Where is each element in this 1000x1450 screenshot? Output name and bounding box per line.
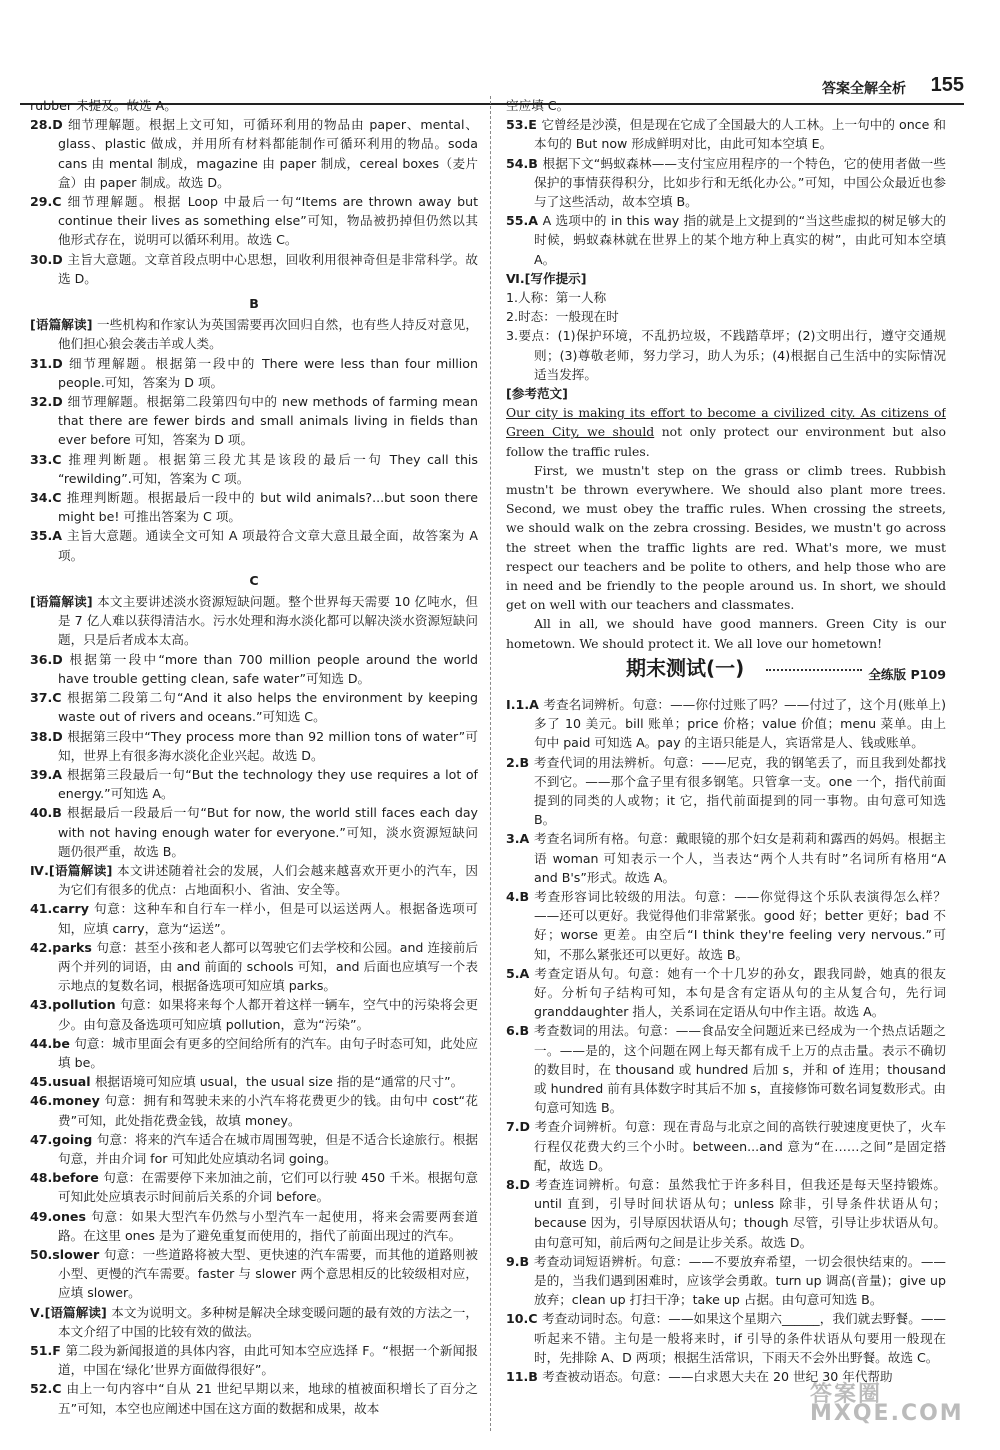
answer-number: 33.C <box>30 451 69 467</box>
answer-number: 44.be <box>30 1035 75 1051</box>
answer-text: 考查名词所有格。句意：戴眼镜的那个妇女是莉莉和露西的妈妈。根据主语 woman 可知表示一个人，当表达“两个人共有时”名词所有格用“A and B's”形式。故选 A。 <box>533 831 946 885</box>
answer-text: 2.时态：一般现在时 <box>506 309 619 325</box>
answer-text: 细节理解题。根据第二段第四句中的 new methods of farming mean that there are fewer birds and small animals living in fields than ever before 可知，答案为 D 项。 <box>58 394 478 448</box>
answer-number: [语篇解读] <box>30 317 97 333</box>
answer-text: 句意：一些道路将被大型、更快速的汽车需要，而其他的道路则被小型、更慢的汽车需要。faster 与 slower 两个意思相反的比较级相对应，应填 slower。 <box>58 1246 478 1301</box>
answer-number: 10.C <box>506 1311 542 1327</box>
answer-item <box>506 1175 946 1252</box>
answer-number: 2.B <box>506 754 534 770</box>
answer-text: 考查被动语态。句意：——白求恩大夫在 20 世纪 30 年代帮助 <box>542 1369 893 1384</box>
answer-number: 29.C <box>30 194 68 210</box>
answer-text: 句意：城市里面会有更多的空间给所有的汽车。由句子时态可知，此处应填 be。 <box>58 1035 478 1070</box>
answer-item <box>30 96 478 115</box>
answer-number: 36.D <box>30 651 70 667</box>
answer-item <box>30 1379 478 1417</box>
answer-number: 7.D <box>506 1119 535 1135</box>
answer-item <box>30 938 478 996</box>
answer-text: 本文讲述随着社会的发展，人们会越来越喜欢开更小的汽车，因为它们有很多的优点：占地面积小、省油、安全等。 <box>58 862 478 898</box>
answer-item <box>30 1034 478 1072</box>
right-column <box>506 96 946 1436</box>
answer-number: 54.B <box>506 155 543 171</box>
answer-number: 5.A <box>506 965 535 981</box>
answer-item <box>30 1341 478 1379</box>
answer-item <box>506 695 946 753</box>
answer-number: 31.D <box>30 355 69 371</box>
answer-number: 47.going <box>30 1131 97 1147</box>
answer-text: rubber 未提及。故选 A。 <box>30 98 177 113</box>
answer-item <box>30 1207 478 1245</box>
answer-text: 考查形容词比较级的用法。句意：——你觉得这个乐队表演得怎么样？——还可以更好。我觉得他们非常紧张。good 好；better 更好；bad 不好；worse 更差。由空后“I think they're feeling very nervous.”可知，不那么紧张还可以更好。故选 B。 <box>534 888 946 962</box>
answer-item <box>506 384 946 403</box>
answer-number: 30.D <box>30 251 68 267</box>
answer-item <box>30 688 478 726</box>
answer-number: 9.B <box>506 1253 534 1269</box>
answer-text: A 选项中的 in this way 指的就是上文提到的“当这些虚拟的树足够大的时候，蚂蚁森林就在世界上的某个地方种上真实的树”，由此可知本空填 A。 <box>534 213 946 267</box>
answer-item <box>30 526 478 564</box>
watermark-logo: 答案圈 MXQE.COM <box>810 1382 964 1427</box>
answer-text: 主旨大意题。文章首段点明中心思想，回收利用很神奇但是非常科学。故选 D。 <box>58 251 478 286</box>
answer-text: 空应填 C。 <box>506 98 570 113</box>
header-title: 答案全解全析 <box>822 81 906 97</box>
answer-text: 考查动词时态。句意：——如果这个星期六______，我们就去野餐。——听起来不错。主句是一般将来时，if 引导的条件状语从句要用一般现在时，先排除 A、D 两项；根据生活常识，下雨天不会外出野餐。故选 C。 <box>534 1311 946 1365</box>
answer-item <box>30 1130 478 1168</box>
answer-number: 53.E <box>506 117 542 133</box>
essay-paragraph-3: All in all, we should have good manners. Green City is our hometown. We should protect it. We all love our hometown! <box>506 616 946 651</box>
essay-p1-rest: not only protect our environment but also follow the traffic rules. <box>506 424 946 459</box>
answer-text: 句意：将来的汽车适合在城市周围驾驶，但是不适合长途旅行。根据句意，并由介词 for 可知此处应填动名词 going。 <box>58 1131 478 1166</box>
essay-paragraph-1 <box>506 403 946 461</box>
answer-number: 42.parks <box>30 939 97 955</box>
answer-number: 50.slower <box>30 1246 104 1262</box>
answer-number: 51.F <box>30 1343 66 1358</box>
answer-number: Ⅳ.[语篇解读] <box>30 862 118 878</box>
answer-item <box>506 307 946 326</box>
section-heading: C <box>249 572 259 588</box>
answer-number: Ⅰ.1.A <box>506 696 544 712</box>
answer-number: 40.B <box>30 805 68 821</box>
answer-text: 句意：在需要停下来加油之前，它们可以行驶 450 千米。根据句意可知此处应填表示时间前后关系的介词 before。 <box>58 1170 478 1205</box>
answer-text: 根据下文“蚂蚁森林——支付宝应用程序的一个特色，它的使用者做一些保护的事情获得积分，比如步行和无纸化办公。”可知，中国公众最近也参与了这些活动，故本空填 B。 <box>534 155 946 210</box>
answer-text: 考查代词的用法辨析。句意：——尼克，我的钢笔丢了，而且我到处都找不到它。——那个盒子里有很多钢笔。只管拿一支。one 一个，指代前面提到的同类的人或物；it 它，指代前面提到的同一事物。由句意可知选 B。 <box>533 754 946 828</box>
answer-number: 46.money <box>30 1093 105 1109</box>
answer-number: 39.A <box>30 766 67 782</box>
answer-text: 句意：甚至小孩和老人都可以驾驶它们去学校和公园。and 连接前后两个并列的词语，由 and 前面的 schools 可知，and 后面也应填写一个表示地点的复数名词，根据备选项可知应填 parks。 <box>58 939 478 994</box>
answer-item <box>30 1245 478 1303</box>
answer-item <box>30 765 478 803</box>
answer-number: 35.A <box>30 528 67 544</box>
answer-item <box>506 326 946 384</box>
answer-number: 3.A <box>506 831 534 847</box>
answer-text: 一些机构和作家认为英国需要再次回归自然，也有些人持反对意见，他们担心狼会袭击羊或人类。 <box>58 317 478 352</box>
answer-item <box>30 861 478 899</box>
answer-text: 根据第二段第二句“And it also helps the environment by keeping waste out of rivers and oceans.”可知选 C。 <box>58 690 478 725</box>
answer-item <box>506 269 946 288</box>
answer-text: 考查名词辨析。句意：——你付过账了吗？——付过了，这个月(账单上)多了 10 美元。bill 账单；price 价格；value 价值；menu 菜单。由上句中 paid 可知选 A。pay 的主语只能是人，宾语常是人、钱或账单。 <box>534 696 946 751</box>
answer-item <box>30 650 478 688</box>
essay-underlined-text: Our city is making its effort to become a civilized city. As citizens of Green City, we should <box>506 405 946 440</box>
answer-text: 根据第三段最后一句“But the technology they use requires a lot of energy.”可知选 A。 <box>58 766 478 802</box>
answer-item <box>506 1117 946 1175</box>
answer-item <box>30 592 478 650</box>
answer-text: 考查定语从句。句意：她有一个十几岁的孙女，跟我同龄，她真的很友好。分析句子结构可知，本句是含有定语从句的主从复合句，先行词 granddaughter 指人，关系词在定语从句中作主语。故选 A。 <box>534 965 946 1020</box>
left-column <box>30 96 478 1436</box>
answer-text: 推理判断题。根据第三段尤其是该段的最后一句 They call this “rewilding”.可知，答案为 C 项。 <box>58 451 478 486</box>
answer-text: 细节理解题。根据第一段中的 There were less than four million people.可知，答案为 D 项。 <box>58 355 478 390</box>
answer-item <box>506 211 946 269</box>
answer-text: 细节理解题。根据上文可知，可循环利用的物品由 paper、mental、glass、plastic 做成，并用所有材料都能制作可循环利用的物品。soda cans 由 mental 制成，magazine 由 paper 制成，cereal boxes（麦片盒）由 paper 制成。故选 D。 <box>58 117 478 190</box>
answer-item <box>30 250 478 288</box>
answer-number: 48.before <box>30 1170 104 1186</box>
answer-text: 句意：如果将来每个人都开着这样一辆车，空气中的污染将会更少。由句意及备选项可知应填 pollution，意为“污染”。 <box>58 997 478 1032</box>
exam-reference: 全练版 P109 <box>868 666 946 682</box>
answer-text: 根据第三段中“They process more than 92 million tons of water”可知，世界上有很多海水淡化企业兴起。故选 D。 <box>58 728 478 763</box>
answer-item <box>30 450 478 488</box>
answer-item <box>506 829 946 887</box>
answer-text: 细节理解题。根据 Loop 中最后一句“Items are thrown away but continue their lives as something else”可知，物品被扔掉但仍然以其他形式存在，说明可以循环利用。故选 C。 <box>58 194 478 248</box>
answer-item <box>30 392 478 450</box>
answer-text: 第二段为新闻报道的具体内容，由此可知本空应选择 F。“根据一个新闻报道，中国在‘绿化’世界方面做得很好”。 <box>58 1343 478 1378</box>
page-number: 155 <box>930 74 964 96</box>
answer-text: 它曾经是沙漠，但是现在它成了全国最大的人工林。上一句中的 once 和本句的 But now 形成鲜明对比，由此可知本空填 E。 <box>534 117 946 152</box>
section-heading: B <box>249 296 259 312</box>
answer-text: 考查连词辨析。句意：虽然我忙于许多科目，但我还是每天坚持锻炼。until 直到，引导时间状语从句；unless 除非，引导条件状语从句；because 因为，引导原因状语从句；though 尽管，引导让步状语从句。由句意可知，前后两句之间是让步关系。故选 D。 <box>534 1176 946 1250</box>
answer-number: [语篇解读] <box>30 594 98 610</box>
answer-item <box>30 1091 478 1129</box>
answer-number: 55.A <box>506 213 543 229</box>
answer-text: 根据第一段中“more than 700 million people around the world have trouble getting clean, safe water”可知选 D。 <box>58 651 478 686</box>
answer-item <box>506 154 946 212</box>
answer-number: 41.carry <box>30 901 94 917</box>
answer-text: 句意：如果大型汽车仍然与小型汽车一起使用，将来会需要两套道路。在这里 ones 是为了避免重复而使用的，指代了前面出现过的汽车。 <box>58 1208 478 1243</box>
answer-text: 主旨大意题。通读全文可知 A 项最符合文章大意且最全面，故答案为 A 项。 <box>58 528 478 563</box>
answer-item <box>30 1168 478 1206</box>
answer-text: 考查数词的用法。句意：——食品安全问题近来已经成为一个热点话题之一。——是的，这个问题在网上每天都有成千上万的点击量。表示不确切的数目时，在 thousand 或 hundred 后加 s，并和 of 连用；thousand 或 hundred 前有具体数字时其后不加 s，直接修饰可数名词复数形式。由句意可知选 B。 <box>533 1023 946 1116</box>
answer-text: 句意：这种车和自行车一样小，但是可以运送两人。根据备选项可知，应填 carry，意为“运送”。 <box>58 901 478 936</box>
answer-item <box>506 1252 946 1310</box>
answer-item <box>506 887 946 964</box>
exam-heading <box>506 655 946 691</box>
answer-number: 6.B <box>506 1023 534 1039</box>
answer-text: 推理判断题。根据最后一段中的 but wild animals?...but soon there might be! 可推出答案为 C 项。 <box>58 490 478 525</box>
answer-item <box>30 1303 478 1341</box>
answer-number: 8.D <box>506 1176 536 1192</box>
answer-text: 考查介词辨析。句意：现在青岛与北京之间的高铁行驶速度更快了，火车行程仅花费大约三个小时。between...and 意为“在……之间”是固定搭配，故选 D。 <box>534 1119 946 1173</box>
answer-item <box>30 995 478 1033</box>
answer-item <box>30 803 478 861</box>
answer-list-top <box>506 96 946 403</box>
answer-number: 37.C <box>30 690 68 706</box>
answer-item <box>30 1072 478 1091</box>
answer-number: 43.pollution <box>30 997 121 1013</box>
answer-item <box>30 899 478 937</box>
answer-text: 由上一句内容中“自从 21 世纪早期以来，地球的植被面积增长了百分之五”可知，本空也应阐述中国在这方面的数据和成果，故本 <box>58 1381 478 1416</box>
answer-text: 3.要点：(1)保护环境，不乱扔垃圾，不践踏草坪；(2)文明出行，遵守交通规则；(3)尊敬老师，努力学习，助人为乐；(4)根据自己生活中的实际情况适当发挥。 <box>506 328 946 382</box>
answer-number: 38.D <box>30 728 68 744</box>
answer-text: 本文为说明文。多种树是解决全球变暖问题的最有效的方法之一，本文介绍了中国的比较有效的做法。 <box>58 1304 478 1339</box>
answer-number: Ⅵ.[写作提示] <box>506 270 587 286</box>
answer-number: 11.B <box>506 1369 543 1384</box>
answer-number: 52.C <box>30 1381 67 1397</box>
answer-number: Ⅴ.[语篇解读] <box>30 1304 112 1320</box>
answer-number: [参考范文] <box>506 386 568 402</box>
answer-item <box>506 96 946 115</box>
answer-number: 28.D <box>30 117 69 133</box>
answer-number: 32.D <box>30 394 68 410</box>
answer-text: 考查动词短语辨析。句意：——不要放弃希望，一切会很快结束的。——是的，当我们遇到困难时，应该学会勇敢。turn up 调高(音量)；give up 放弃；clean up 打扫干净；take up 占据。由句意可知选 B。 <box>533 1253 946 1308</box>
answer-item <box>506 753 946 830</box>
answer-item <box>30 354 478 392</box>
answer-item <box>30 115 478 192</box>
exam-title: 期末测试(一) <box>626 655 745 680</box>
answer-number: 49.ones <box>30 1208 92 1224</box>
answer-number: 4.B <box>506 888 535 904</box>
answer-text: 根据最后一段最后一句“But for now, the world still faces each day with not having enough water for everyone.”可知，淡水资源短缺问题仍很严重，故选 B。 <box>58 805 478 859</box>
answer-text: 根据语境可知应填 usual，the usual size 指的是“通常的尺寸”。 <box>94 1074 464 1090</box>
answer-item <box>506 288 946 307</box>
answer-item <box>30 727 478 765</box>
essay-paragraph-2: First, we mustn't step on the grass or climb trees. Rubbish mustn't be thrown everywhere. We should also plant more trees. Second, we must obey the traffic rules. When crossing the streets, we should walk on the zebra crossing. Besides, we mustn't go across the street when the traffic lights are red. What's more, we must respect our teachers and be polite to others, and help those who are in need and be friendly to the people around us. In short, we should get on well with our teachers and classmates. <box>506 462 946 613</box>
answer-item <box>30 315 478 353</box>
answer-list-bottom <box>506 695 946 1386</box>
answer-item <box>506 964 946 1022</box>
answer-text: 句意：拥有和驾驶未来的小汽车将花费更少的钱。由句中 cost“花费”可知，此处指花费金钱，故填 money。 <box>58 1093 478 1128</box>
column-divider <box>490 96 492 1431</box>
answer-item <box>506 115 946 153</box>
answer-item <box>506 1309 946 1367</box>
answer-item <box>30 192 478 250</box>
leader-dots <box>766 669 862 671</box>
model-essay <box>506 403 946 653</box>
answer-number: 45.usual <box>30 1074 95 1090</box>
answer-text: 本文主要讲述淡水资源短缺问题。整个世界每天需要 10 亿吨水，但是 7 亿人难以获得清洁水。污水处理和海水淡化都可以解决淡水资源短缺问题，只是后者成本太高。 <box>58 594 478 648</box>
answer-number: 34.C <box>30 490 67 506</box>
answer-text: 1.人称：第一人称 <box>506 290 607 306</box>
answer-item <box>506 1021 946 1117</box>
answer-item <box>30 488 478 526</box>
